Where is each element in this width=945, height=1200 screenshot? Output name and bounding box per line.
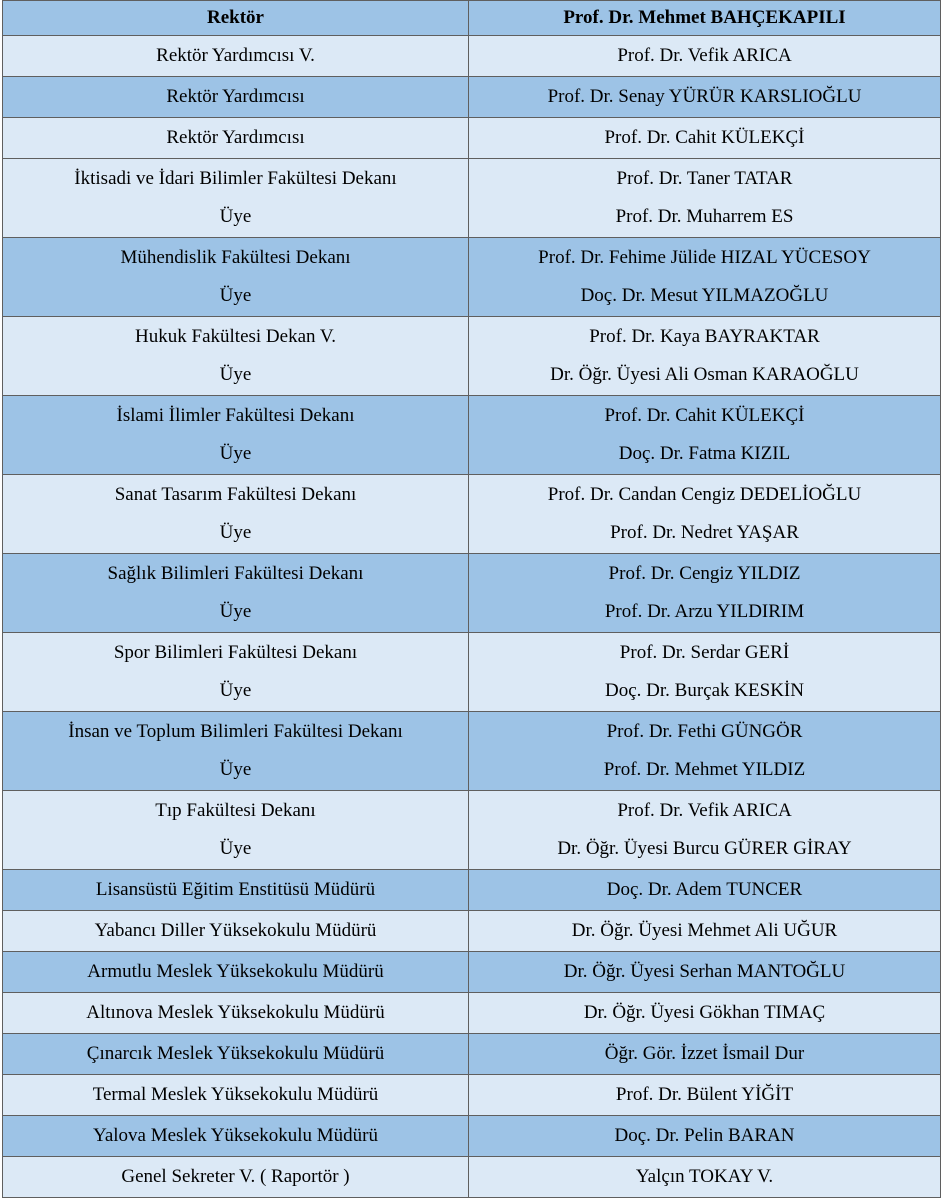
member-name-text: Prof. Dr. Arzu YILDIRIM bbox=[604, 601, 805, 622]
table-row bbox=[3, 159, 941, 238]
role-text: Rektör Yardımcısı V. bbox=[156, 45, 315, 66]
role-cell bbox=[3, 870, 469, 911]
name-cell bbox=[469, 118, 941, 159]
table-row bbox=[3, 396, 941, 475]
name-cell bbox=[469, 712, 941, 791]
role-cell bbox=[3, 238, 469, 317]
table-header-row bbox=[3, 1, 941, 36]
name-cell bbox=[469, 1075, 941, 1116]
name-cell bbox=[469, 791, 941, 870]
table-row bbox=[3, 712, 941, 791]
member-name-text: Prof. Dr. Serdar GERİ bbox=[619, 642, 790, 663]
role-cell bbox=[3, 1075, 469, 1116]
role-text: Yalova Meslek Yüksekokulu Müdürü bbox=[93, 1125, 378, 1146]
table-row bbox=[3, 870, 941, 911]
member-name-text: Öğr. Gör. İzzet İsmail Dur bbox=[604, 1043, 805, 1064]
role-cell bbox=[3, 159, 469, 238]
table-row bbox=[3, 1116, 941, 1157]
member-name-text: Prof. Dr. Vefik ARICA bbox=[617, 800, 792, 821]
role-cell bbox=[3, 317, 469, 396]
member-name-text: Dr. Öğr. Üyesi Gökhan TIMAÇ bbox=[583, 1002, 826, 1023]
role-text: Üye bbox=[219, 680, 252, 701]
table-row bbox=[3, 118, 941, 159]
role-text: Üye bbox=[219, 285, 252, 306]
header-name-cell: Prof. Dr. Mehmet BAHÇEKAPILI bbox=[469, 1, 941, 36]
role-text: Üye bbox=[219, 443, 252, 464]
member-name-text: Dr. Öğr. Üyesi Ali Osman KARAOĞLU bbox=[550, 364, 859, 385]
name-cell bbox=[469, 475, 941, 554]
member-name-text: Prof. Dr. Vefik ARICA bbox=[617, 45, 792, 66]
role-cell bbox=[3, 554, 469, 633]
table-row bbox=[3, 633, 941, 712]
table-row bbox=[3, 1075, 941, 1116]
role-text: Üye bbox=[219, 206, 252, 227]
member-name-text: Prof. Dr. Cahit KÜLEKÇİ bbox=[604, 127, 805, 148]
role-text: Armutlu Meslek Yüksekokulu Müdürü bbox=[87, 961, 384, 982]
role-text: Rektör Yardımcısı bbox=[166, 86, 305, 107]
senate-members-table bbox=[2, 0, 941, 1198]
footer-name-text: Yalçın TOKAY V. bbox=[635, 1166, 774, 1187]
name-cell bbox=[469, 238, 941, 317]
role-cell bbox=[3, 36, 469, 77]
member-name-text: Doç. Dr. Fatma KIZIL bbox=[618, 443, 791, 464]
name-cell bbox=[469, 159, 941, 238]
table-footer-row bbox=[3, 1157, 941, 1198]
role-text: Mühendislik Fakültesi Dekanı bbox=[120, 247, 351, 268]
name-cell bbox=[469, 317, 941, 396]
member-name-text: Prof. Dr. Fethi GÜNGÖR bbox=[606, 721, 803, 742]
member-name-text: Dr. Öğr. Üyesi Mehmet Ali UĞUR bbox=[571, 920, 838, 941]
table-body bbox=[3, 36, 941, 1198]
member-name-text: Prof. Dr. Bülent YİĞİT bbox=[615, 1084, 794, 1105]
member-name-text: Prof. Dr. Taner TATAR bbox=[616, 168, 793, 189]
role-cell bbox=[3, 952, 469, 993]
footer-role-text: Genel Sekreter V. ( Raportör ) bbox=[121, 1166, 350, 1187]
member-name-text: Prof. Dr. Cahit KÜLEKÇİ bbox=[604, 405, 805, 426]
name-cell bbox=[469, 554, 941, 633]
role-cell bbox=[3, 633, 469, 712]
table-row bbox=[3, 952, 941, 993]
role-text: Yabancı Diller Yüksekokulu Müdürü bbox=[94, 920, 377, 941]
member-name-text: Prof. Dr. Mehmet YILDIZ bbox=[603, 759, 806, 780]
table-row bbox=[3, 238, 941, 317]
role-text: Üye bbox=[219, 522, 252, 543]
table-row bbox=[3, 317, 941, 396]
table-row bbox=[3, 36, 941, 77]
name-cell bbox=[469, 633, 941, 712]
member-name-text: Doç. Dr. Pelin BARAN bbox=[614, 1125, 795, 1146]
role-text: Çınarcık Meslek Yüksekokulu Müdürü bbox=[86, 1043, 385, 1064]
role-cell bbox=[3, 118, 469, 159]
member-name-text: Prof. Dr. Cengiz YILDIZ bbox=[608, 563, 801, 584]
role-text: Sanat Tasarım Fakültesi Dekanı bbox=[114, 484, 357, 505]
table-row bbox=[3, 475, 941, 554]
member-name-text: Prof. Dr. Nedret YAŞAR bbox=[610, 522, 799, 543]
member-name-text: Prof. Dr. Senay YÜRÜR KARSLIOĞLU bbox=[547, 86, 862, 107]
footer-name-cell bbox=[469, 1157, 941, 1198]
role-text: Termal Meslek Yüksekokulu Müdürü bbox=[92, 1084, 379, 1105]
role-text: Üye bbox=[219, 838, 252, 859]
role-cell bbox=[3, 712, 469, 791]
name-cell bbox=[469, 870, 941, 911]
header-role-cell: Rektör bbox=[3, 1, 469, 36]
role-text: Üye bbox=[219, 601, 252, 622]
table-row bbox=[3, 1034, 941, 1075]
role-text: Spor Bilimleri Fakültesi Dekanı bbox=[113, 642, 358, 663]
member-name-text: Dr. Öğr. Üyesi Burcu GÜRER GİRAY bbox=[557, 838, 852, 859]
role-cell bbox=[3, 1034, 469, 1075]
member-name-text: Doç. Dr. Burçak KESKİN bbox=[605, 680, 804, 701]
role-cell bbox=[3, 791, 469, 870]
member-name-text: Prof. Dr. Kaya BAYRAKTAR bbox=[589, 326, 820, 347]
role-cell bbox=[3, 911, 469, 952]
member-name-text: Prof. Dr. Muharrem ES bbox=[615, 206, 794, 227]
name-cell bbox=[469, 993, 941, 1034]
role-cell bbox=[3, 396, 469, 475]
name-cell bbox=[469, 1034, 941, 1075]
role-text: Üye bbox=[219, 364, 252, 385]
name-cell bbox=[469, 952, 941, 993]
table-row bbox=[3, 993, 941, 1034]
role-text: Altınova Meslek Yüksekokulu Müdürü bbox=[86, 1002, 385, 1023]
senate-members-document bbox=[2, 0, 940, 1198]
role-cell bbox=[3, 993, 469, 1034]
table-row bbox=[3, 554, 941, 633]
table-row bbox=[3, 791, 941, 870]
name-cell bbox=[469, 36, 941, 77]
name-cell bbox=[469, 1116, 941, 1157]
member-name-text: Doç. Dr. Mesut YILMAZOĞLU bbox=[580, 285, 829, 306]
member-name-text: Prof. Dr. Candan Cengiz DEDELİOĞLU bbox=[547, 484, 862, 505]
role-text: İnsan ve Toplum Bilimleri Fakültesi Dekanı bbox=[68, 721, 403, 742]
member-name-text: Doç. Dr. Adem TUNCER bbox=[606, 879, 803, 900]
table-row bbox=[3, 911, 941, 952]
member-name-text: Prof. Dr. Fehime Jülide HIZAL YÜCESOY bbox=[538, 247, 871, 268]
role-text: İslami İlimler Fakültesi Dekanı bbox=[116, 405, 355, 426]
role-cell bbox=[3, 1116, 469, 1157]
role-text: İktisadi ve İdari Bilimler Fakültesi Dekanı bbox=[74, 168, 397, 189]
role-text: Lisansüstü Eğitim Enstitüsü Müdürü bbox=[95, 879, 376, 900]
role-cell bbox=[3, 475, 469, 554]
role-text: Üye bbox=[219, 759, 252, 780]
member-name-text: Dr. Öğr. Üyesi Serhan MANTOĞLU bbox=[563, 961, 846, 982]
role-cell bbox=[3, 77, 469, 118]
role-text: Rektör Yardımcısı bbox=[166, 127, 305, 148]
role-text: Tıp Fakültesi Dekanı bbox=[155, 800, 316, 821]
name-cell bbox=[469, 911, 941, 952]
footer-role-cell bbox=[3, 1157, 469, 1198]
name-cell bbox=[469, 396, 941, 475]
role-text: Hukuk Fakültesi Dekan V. bbox=[135, 326, 336, 347]
table-row bbox=[3, 77, 941, 118]
role-text: Sağlık Bilimleri Fakültesi Dekanı bbox=[107, 563, 364, 584]
name-cell bbox=[469, 77, 941, 118]
